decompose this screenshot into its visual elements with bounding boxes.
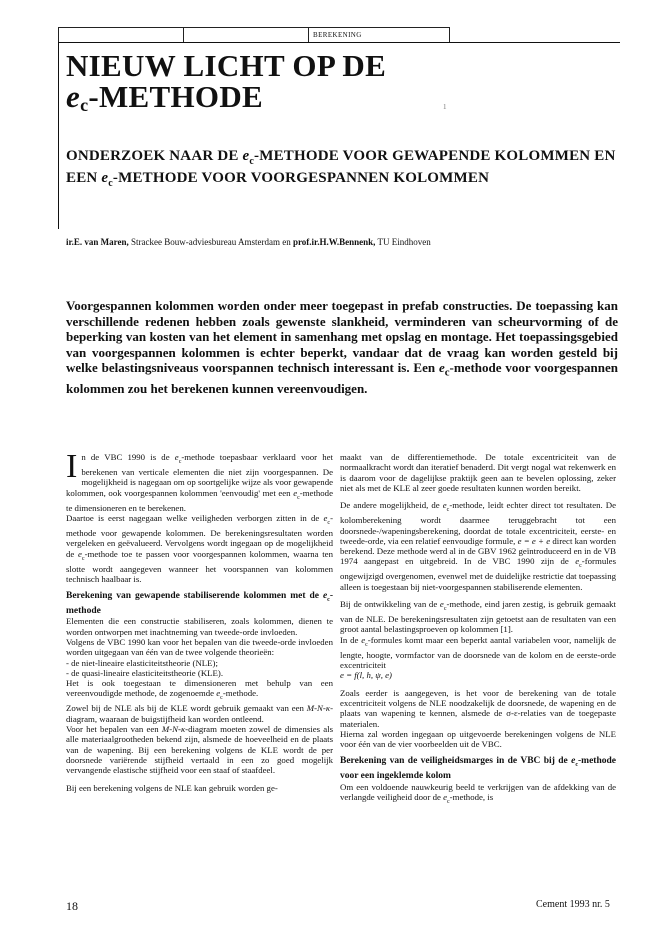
paragraph: In de VBC 1990 is de $e_c$-methode toepasbaar verklaard voor het berekenen van verticale elementen die niet zijn voorgespannen. De mogelijkheid is nagegaan om op soortgelijke wijze als voor gewapende kolommen, ook voorgespannen kolommen 'eenvoudig' met een $e_c$-methode te dimensioneren en te berekenen. Daartoe is eerst nagegaan welke veiligheden verborgen zitten in de $e_c$-methode voor gewapende kolommen. De berekeningsresultaten worden vergeleken en geëvalueerd. Vervolgens wordt ingegaan op de mogelijkheid de $e_c$-methode toe te passen voor voorgespannen kolommen, waarna ten slotte wordt aangegeven wanneer het voorspannen van kolommen technisch haalbaar is. [66, 448, 333, 584]
inline-formula: e = e + e [517, 535, 551, 546]
page-number: 18 [66, 899, 78, 913]
paragraph: Elementen die een constructie stabiliseren, zoals kolommen, dienen te worden ontworpen met inachtneming van tweede-orde invloeden. Volgens de VBC 1990 kan voor het bepalen van die tweede-orde invloeden worden uitgegaan van één van de twee volgende theorieën: - de niet-lineaire elasticiteitstheorie (NLE); - de quasi-lineaire elasticiteitstheorie (KLE). Het is ook toegestaan te dimensioneren met behulp van een vereenvoudigde methode, de zogenoemde $e_c$-methode. Zowel bij de NLE als bij de KLE wordt gebruik gemaakt van een M-N-κ-diagram, waaraan de buigstijfheid kan worden ontleend. Voor het bepalen van een M-N-κ-diagram moeten zowel de dimensies als alle materiaalgrootheden bekend zijn, alsmede de hoeveelheid en de plaats van de wapening. Bij een berekening volgens de KLE wordt de per doorsnede variërende stijfheid vertaald in een zo goed mogelijk vervangende elastische stijfheid voor een staaf of staafdeel. [66, 616, 334, 776]
paragraph: Om een voldoende nauwkeurig beeld te verkrijgen van de afdekking van de verlangde veiligheid door de $e_c$-methode, is [340, 781, 616, 805]
title-frame-top-rule [58, 42, 620, 43]
paragraph: maakt van de differentiemethode. De totale excentriciteit van de normaalkracht wordt dan iteratief benaderd. Dit vergt nogal wat rekenwerk en is daarom voor de dagelijkse praktijk geen aan te bevelen oplossing, zeker niet als met de KLE al zeer goede resultaten kunnen worden bereikt. [340, 452, 616, 493]
paragraph: De andere mogelijkheid, de $e_c$-methode, leidt echter direct tot resultaten. De kolomberekening wordt daarmee teruggebracht tot een doorsnede-/wapeningsberekening, doordat de totale excentriciteit, eerste- en tweede-orde, via een relatief eenvoudige formule, e = e + e direct kan worden berekend. Deze methode werd al in de GBV 1962 geïntroduceerd en in de VB 1974 aangepast en uitgebreid. In de VBC 1990 zijn de $e_c$-formules ongewijzigd overgenomen, evenwel met de duidelijke restrictie dat toepassing alleen is toegestaan bij niet-voorgespannen stabiliserende elementen. [340, 500, 617, 592]
section-heading: Berekening van gewapende stabiliserende kolommen met de $e_c$-methode [66, 591, 333, 616]
paragraph: Zoals eerder is aangegeven, is het voor de berekening van de totale excentriciteit volgens de NLE noodzakelijk de doorsnede, de wapening en de plaats van wapening te kennen, alsmede de σ-ε-relaties van de toegepaste materialen. Hierna zal worden ingegaan op uitgevoerde berekeningen volgens de NLE voor één van de vier voorbeelden uit de VBC. [340, 687, 616, 750]
body-column-left [66, 448, 334, 800]
header-cell-empty [59, 28, 184, 42]
margin-mark: 1 [443, 103, 447, 111]
paragraph: Bij een berekening volgens de NLE kan gebruik worden ge- [66, 782, 278, 793]
section-header-bar [58, 27, 450, 43]
lead-paragraph: Voorgespannen kolommen worden onder meer toegepast in prefab constructies. De toepassing kan verschillende redenen hebben zoals gewenste slankheid, verminderen van scheurvorming of de beperking van kosten van het element in samenhang met opslag en montage. Het toepassingsgebied van voorgespannen kolommen is echter beperkt, vandaar dat de vraag kan worden gesteld bij welke belastingsniveaus voorspannen technisch interessant is. Een $e_c$-methode voor voorgespannen kolommen zou het berekenen kunnen vereenvoudigen. [66, 298, 619, 397]
paragraph: Bij de ontwikkeling van de $e_c$-methode, eind jaren zestig, is gebruik gemaakt van de NLE. De berekeningsresultaten zijn getoetst aan de resultaten van een groot aantal belastingsproeven op kolommen [1]. In de $e_c$-formules komt maar een beperkt aantal variabelen voor, namelijk de lengte, hoogte, vormfactor van de doorsnede van de kolom en de eerste-orde excentriciteit e = f(l, h, ψ, e) [340, 599, 616, 681]
article-subtitle: ONDERZOEK NAAR DE $e_c$-METHODE VOOR GEWAPENDE KOLOMMEN EN EEN $e_c$-METHODE VOOR VOORGESPANNEN KOLOMMEN [66, 148, 616, 189]
header-cell-empty [184, 28, 309, 42]
journal-name: Cement 1993 nr. 5 [536, 899, 610, 910]
body-column-right [340, 452, 616, 814]
section-heading: Berekening van de veiligheidsmarges in de VBC bij de $e_c$-methode voor een ingeklemde kolom [340, 756, 616, 781]
title-frame-left-rule [58, 42, 59, 229]
section-label: BEREKENING [313, 31, 362, 39]
author-line: ir.E. van Maren, Strackee Bouw-adviesbureau Amsterdam en prof.ir.H.W.Bennenk, TU Eindhoven [66, 237, 431, 247]
drop-cap: I [66, 448, 78, 485]
formula: e = f(l, h, ψ, e) [340, 670, 392, 681]
article-title: NIEUW LICHT OP DE $e_c$-METHODE [66, 48, 387, 115]
